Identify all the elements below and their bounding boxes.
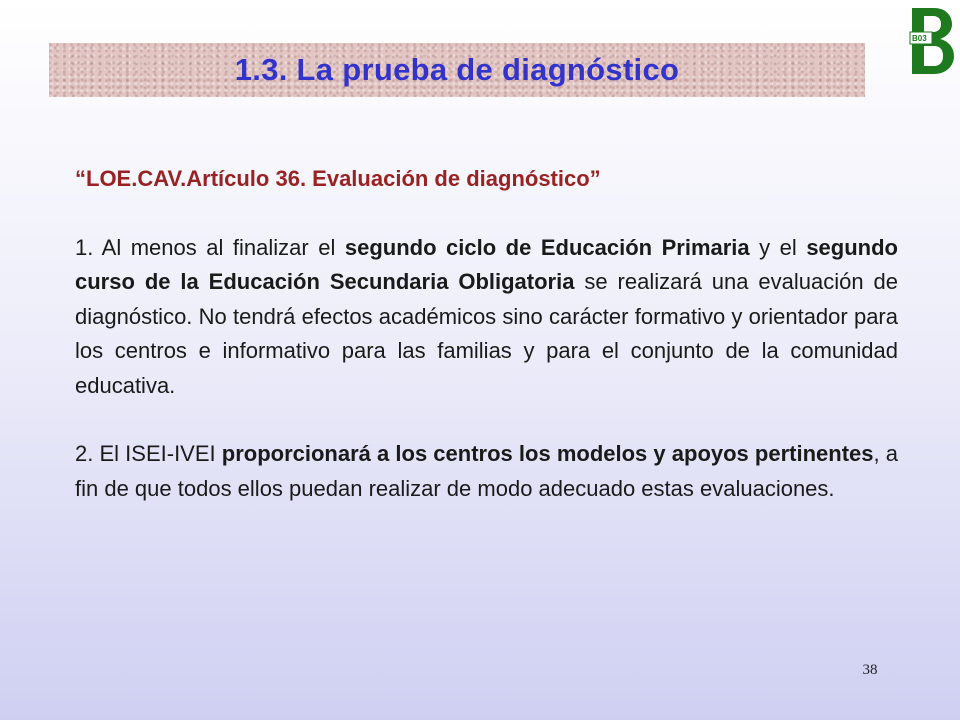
page-number: 38 — [862, 662, 878, 678]
bold-text-segment: segundo ciclo de Educación Primaria — [344, 234, 750, 260]
slide-title: 1.3. La prueba de diagnóstico — [234, 52, 680, 87]
text-segment: y el — [749, 234, 807, 260]
letter-b-logo-icon — [908, 4, 956, 76]
text-segment: 1. Al menos al finalizar el — [75, 234, 345, 260]
slide-content — [75, 162, 898, 540]
paragraph-1 — [75, 231, 898, 404]
text-segment: , a fin de que todos ellos puedan realizar de modo adecuado estas evaluaciones. — [75, 441, 898, 501]
bold-text-segment: proporcionará a los centros los modelos y apoyos pertinentes — [221, 441, 874, 466]
text-segment: 2. El ISEI-IVEI — [75, 441, 222, 466]
title-bar — [49, 43, 865, 97]
text-segment: se realizará una evaluación de diagnóstico. No tendrá efectos académicos sino carácter formativo y orientador para los centros e informativo para las familias y para el conjunto de la comunidad educativa. — [75, 269, 898, 398]
article-heading: “LOE.CAV.Artículo 36. Evaluación de diagnóstico” — [75, 166, 601, 191]
paragraph-2 — [75, 437, 898, 506]
logo-label: B03 — [912, 34, 927, 43]
bold-text-segment: segundo curso de la Educación Secundaria Obligatoria — [75, 234, 898, 294]
